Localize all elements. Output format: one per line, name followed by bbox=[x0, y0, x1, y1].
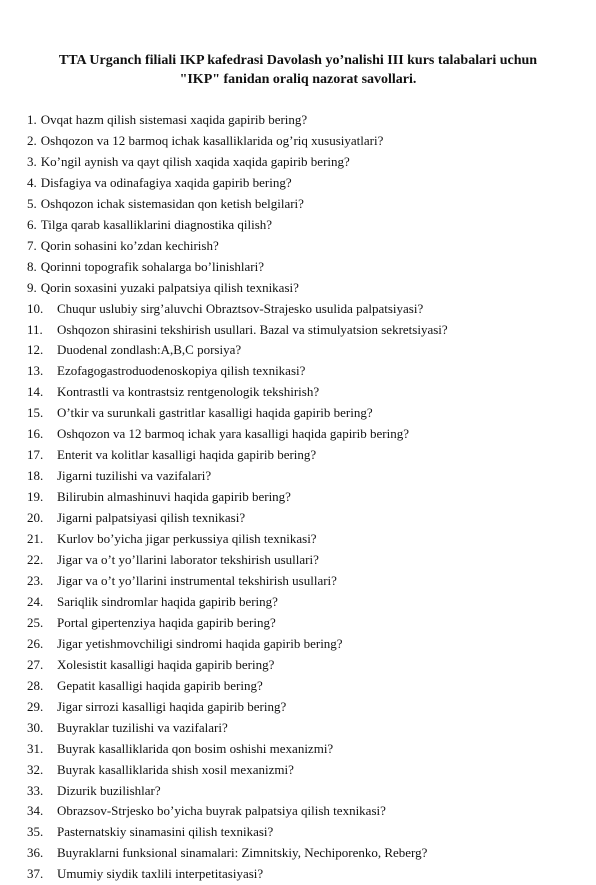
question-text: Tilga qarab kasalliklarini diagnostika qilish? bbox=[40, 216, 273, 232]
question-number: 13. bbox=[27, 363, 44, 379]
question-text: Buyrak kasalliklarida qon bosim oshishi mexanizmi? bbox=[57, 740, 334, 756]
question-number: 35. bbox=[27, 824, 44, 840]
question-number: 16. bbox=[27, 426, 44, 442]
question-text: Oshqozon ichak sistemasidan qon ketish belgilari? bbox=[40, 195, 304, 211]
question-number: 24. bbox=[27, 593, 44, 609]
question-item bbox=[27, 466, 587, 487]
question-number: 20. bbox=[27, 510, 44, 526]
question-text: Ko’ngil aynish va qayt qilish xaqida xaqida gapirib bering? bbox=[40, 153, 350, 169]
question-text: Jigar yetishmovchiligi sindromi haqida gapirib bering? bbox=[57, 635, 343, 651]
question-item bbox=[27, 843, 587, 864]
question-text: Xolesistit kasalligi haqida gapirib bering? bbox=[57, 656, 275, 672]
question-item bbox=[27, 131, 587, 152]
question-item bbox=[27, 592, 587, 613]
question-item bbox=[27, 278, 587, 299]
question-item bbox=[27, 403, 587, 424]
question-number: 11. bbox=[27, 321, 43, 337]
question-number: 1. bbox=[27, 112, 37, 127]
question-number: 28. bbox=[27, 677, 44, 693]
question-number: 31. bbox=[27, 740, 44, 756]
question-text: Jigarni palpatsiyasi qilish texnikasi? bbox=[57, 510, 246, 526]
question-item bbox=[27, 655, 587, 676]
question-number: 30. bbox=[27, 719, 44, 735]
question-item bbox=[27, 822, 587, 843]
question-number: 14. bbox=[27, 384, 44, 400]
question-item bbox=[27, 194, 587, 215]
question-text: Jigarni tuzilishi va vazifalari? bbox=[57, 468, 212, 484]
question-text: Duodenal zondlash:A,B,C porsiya? bbox=[57, 342, 242, 358]
question-number: 18. bbox=[27, 468, 44, 484]
question-number: 32. bbox=[27, 761, 44, 777]
question-text: Kurlov bo’yicha jigar perkussiya qilish texnikasi? bbox=[57, 531, 317, 547]
question-text: Portal gipertenziya haqida gapirib bering? bbox=[57, 614, 276, 630]
question-number: 17. bbox=[27, 447, 44, 463]
question-number: 7. bbox=[27, 237, 37, 253]
question-number: 26. bbox=[27, 635, 44, 651]
question-text: Dizurik buzilishlar? bbox=[57, 782, 161, 798]
question-text: Oshqozon shirasini tekshirish usullari. Bazal va stimulyatsion sekretsiyasi? bbox=[57, 321, 448, 337]
question-number: 37. bbox=[27, 866, 44, 882]
document-title bbox=[24, 51, 572, 89]
question-item bbox=[27, 676, 587, 697]
question-text: Buyrak kasalliklarida shish xosil mexanizmi? bbox=[57, 761, 294, 777]
question-number: 19. bbox=[27, 489, 44, 505]
question-text: Sariqlik sindromlar haqida gapirib bering? bbox=[57, 593, 278, 609]
question-text: Obrazsov-Strjesko bo’yicha buyrak palpatsiya qilish texnikasi? bbox=[57, 803, 386, 819]
question-text: Disfagiya va odinafagiya xaqida gapirib bering? bbox=[40, 174, 292, 190]
question-number: 22. bbox=[27, 552, 44, 568]
question-number: 21. bbox=[27, 531, 44, 547]
question-text: Chuqur uslubiy sirg’aluvchi Obraztsov-Strajesko usulida palpatsiyasi? bbox=[57, 300, 424, 316]
question-item bbox=[27, 529, 587, 550]
question-text: Jigar va o’t yo’llarini instrumental tekshirish usullari? bbox=[57, 572, 337, 588]
question-item bbox=[27, 445, 587, 466]
question-text: Ovqat hazm qilish sistemasi xaqida gapirib bering? bbox=[40, 112, 308, 127]
question-number: 15. bbox=[27, 405, 44, 421]
question-text: Oshqozon va 12 barmoq ichak yara kasalligi haqida gapirib bering? bbox=[57, 426, 409, 442]
question-text: Kontrastli va kontrastsiz rentgenologik tekshirish? bbox=[57, 384, 320, 400]
question-text: Buyraklarni funksional sinamalari: Zimnitskiy, Nechiporenko, Reberg? bbox=[57, 845, 428, 861]
question-text: Qorinni topografik sohalarga bo’linishlari? bbox=[40, 258, 264, 274]
question-item bbox=[27, 340, 587, 361]
question-number: 9. bbox=[27, 279, 37, 295]
question-number: 3. bbox=[27, 153, 37, 169]
question-number: 33. bbox=[27, 782, 44, 798]
question-item bbox=[27, 781, 587, 802]
question-item bbox=[27, 508, 587, 529]
question-number: 5. bbox=[27, 195, 37, 211]
question-item bbox=[27, 613, 587, 634]
question-item bbox=[27, 739, 587, 760]
question-text: Bilirubin almashinuvi haqida gapirib bering? bbox=[57, 489, 291, 505]
question-item bbox=[27, 487, 587, 508]
question-text: Gepatit kasalligi haqida gapirib bering? bbox=[57, 677, 263, 693]
question-item bbox=[27, 361, 587, 382]
question-item bbox=[27, 550, 587, 571]
question-number: 29. bbox=[27, 698, 44, 714]
question-item bbox=[27, 110, 587, 131]
question-item bbox=[27, 236, 587, 257]
question-item bbox=[27, 320, 587, 341]
question-item bbox=[27, 864, 587, 885]
question-item bbox=[27, 152, 587, 173]
question-number: 27. bbox=[27, 656, 44, 672]
question-text: Jigar va o’t yo’llarini laborator tekshirish usullari? bbox=[57, 552, 319, 568]
question-number: 12. bbox=[27, 342, 44, 358]
question-item bbox=[27, 801, 587, 822]
question-number: 10. bbox=[27, 300, 44, 316]
question-number: 23. bbox=[27, 572, 44, 588]
question-number: 36. bbox=[27, 845, 44, 861]
question-list bbox=[27, 110, 587, 885]
question-text: Pasternatskiy sinamasini qilish texnikasi? bbox=[57, 824, 274, 840]
question-text: Umumiy siydik taxlili interpetitasiyasi? bbox=[57, 866, 264, 882]
question-number: 34. bbox=[27, 803, 44, 819]
question-text: O’tkir va surunkali gastritlar kasalligi haqida gapirib bering? bbox=[57, 405, 373, 421]
question-number: 25. bbox=[27, 614, 44, 630]
question-item bbox=[27, 215, 587, 236]
question-number: 6. bbox=[27, 216, 37, 232]
question-number: 2. bbox=[27, 132, 37, 148]
question-item bbox=[27, 760, 587, 781]
question-number: 8. bbox=[27, 258, 37, 274]
question-item bbox=[27, 382, 587, 403]
question-item bbox=[27, 697, 587, 718]
question-text: Qorin soxasini yuzaki palpatsiya qilish texnikasi? bbox=[40, 279, 299, 295]
question-item bbox=[27, 718, 587, 739]
question-item bbox=[27, 299, 587, 320]
question-item bbox=[27, 257, 587, 278]
question-text: Enterit va kolitlar kasalligi haqida gapirib bering? bbox=[57, 447, 317, 463]
question-item bbox=[27, 424, 587, 445]
question-item bbox=[27, 634, 587, 655]
question-item bbox=[27, 173, 587, 194]
question-text: Buyraklar tuzilishi va vazifalari? bbox=[57, 719, 228, 735]
title-line-2: "IKP" fanidan oraliq nazorat savollari. bbox=[179, 72, 417, 87]
question-text: Ezofagogastroduodenoskopiya qilish texnikasi? bbox=[57, 363, 306, 379]
question-text: Qorin sohasini ko’zdan kechirish? bbox=[40, 237, 219, 253]
question-text: Jigar sirrozi kasalligi haqida gapirib bering? bbox=[57, 698, 287, 714]
question-text: Oshqozon va 12 barmoq ichak kasalliklarida og’riq xususiyatlari? bbox=[40, 132, 384, 148]
question-item bbox=[27, 571, 587, 592]
question-number: 4. bbox=[27, 174, 37, 190]
title-line-1: TTA Urganch filiali IKP kafedrasi Davolash yo’nalishi III kurs talabalari uchun bbox=[58, 53, 538, 68]
